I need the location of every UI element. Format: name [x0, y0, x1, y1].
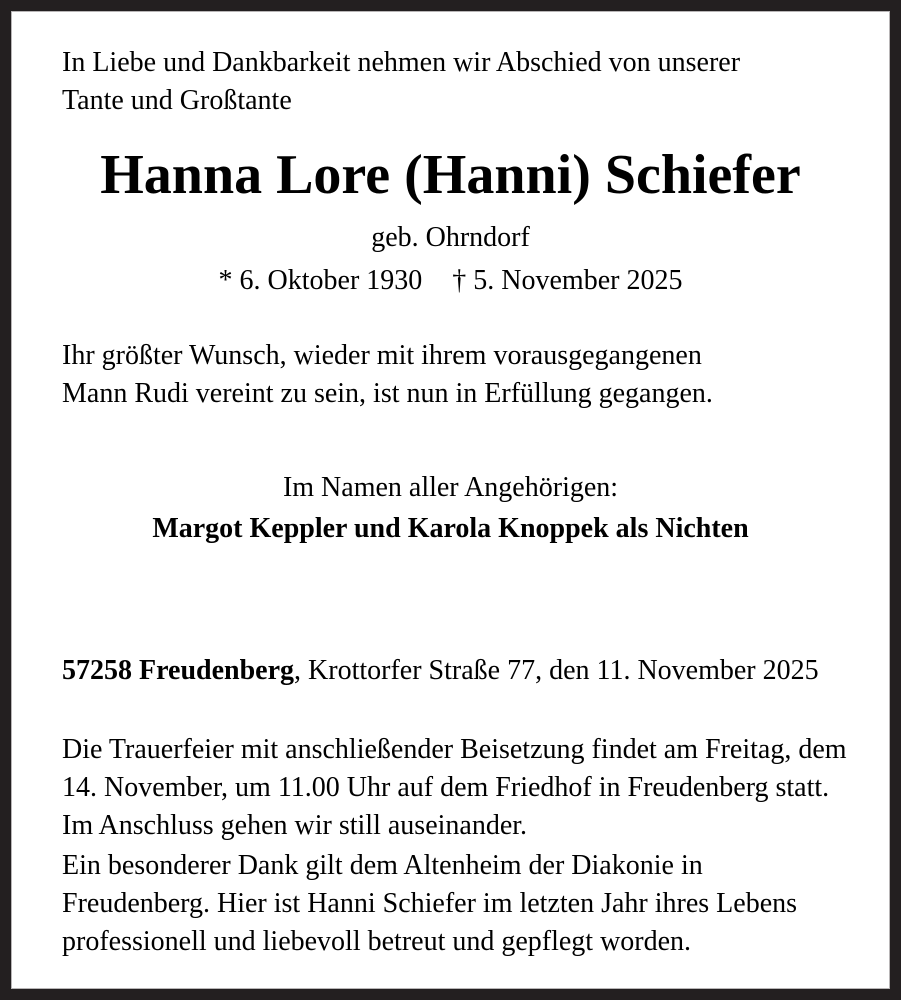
thanks-line-3: professionell und liebevoll betreut und gepflegt worden.	[62, 926, 692, 957]
thanks-paragraph	[62, 847, 839, 961]
birth-date: * 6. Oktober 1930	[218, 265, 423, 296]
mourners-names: Margot Keppler und Karola Knoppek als Nichten	[152, 513, 749, 544]
mourners-intro: Im Namen aller Angehörigen:	[282, 472, 619, 503]
wish-paragraph	[62, 337, 839, 413]
ceremony-line-2: 14. November, um 11.00 Uhr auf dem Friedhof in Freudenberg statt.	[62, 772, 830, 803]
thanks-line-2: Freudenberg. Hier ist Hanni Schiefer im letzten Jahr ihres Lebens	[62, 888, 798, 919]
dateline-place: 57258 Freudenberg	[62, 655, 295, 686]
ceremony-line-1: Die Trauerfeier mit anschließender Beisetzung findet am Freitag, dem	[62, 734, 847, 765]
life-dates	[62, 262, 839, 300]
maiden-name: geb. Ohrndorf	[371, 222, 530, 253]
intro-line-2: Tante und Großtante	[62, 85, 292, 116]
dateline-rest: , Krottorfer Straße 77, den 11. November 2025	[294, 655, 819, 686]
intro-paragraph	[62, 44, 839, 120]
wish-line-1: Ihr größter Wunsch, wieder mit ihrem vorausgegangenen	[62, 340, 702, 371]
death-date: † 5. November 2025	[452, 265, 683, 296]
dateline	[62, 652, 839, 690]
ceremony-paragraph	[62, 731, 847, 845]
deceased-name: Hanna Lore (Hanni) Schiefer	[100, 144, 801, 206]
wish-line-2: Mann Rudi vereint zu sein, ist nun in Erfüllung gegangen.	[62, 378, 713, 409]
ceremony-line-3: Im Anschluss gehen wir still auseinander.	[62, 810, 528, 841]
paper-sheet	[11, 11, 890, 989]
thanks-line-1: Ein besonderer Dank gilt dem Altenheim der Diakonie in	[62, 850, 703, 881]
intro-line-1: In Liebe und Dankbarkeit nehmen wir Abschied von unserer	[62, 47, 741, 78]
